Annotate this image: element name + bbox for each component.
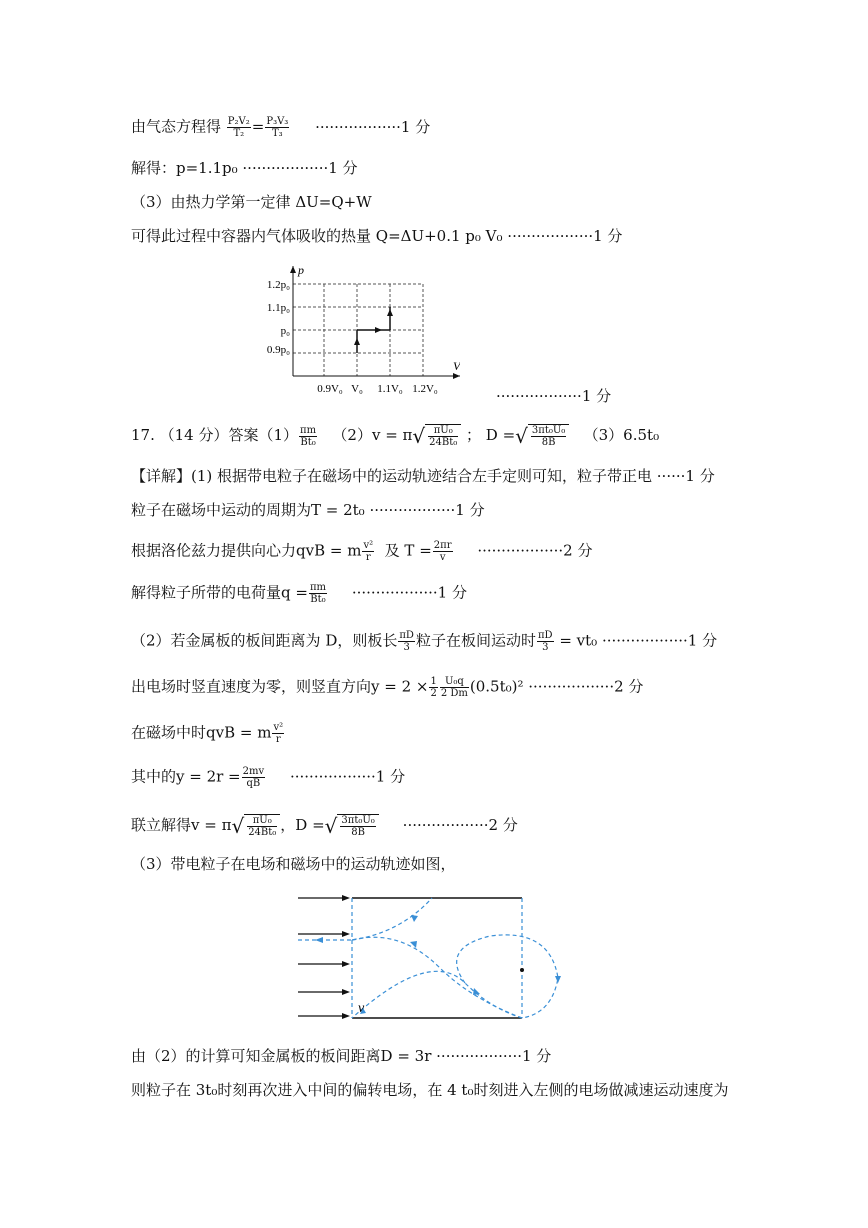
lorentz-line: 根据洛伦兹力提供向心力qvB = m $\frac{\text{v²}}{r}$ 及 T = $\frac{2\pi r}{v}$ ··················2 分 bbox=[131, 540, 593, 563]
text: 解得粒子所带的电荷量q = bbox=[131, 583, 308, 602]
velocity-label: v bbox=[358, 1001, 365, 1016]
x-tick: 1.2V₀ bbox=[412, 383, 438, 395]
text: ，D = bbox=[280, 816, 325, 834]
text: （2）v = π bbox=[332, 426, 413, 444]
text: 出电场时竖直速度为零，则竖直方向y = 2 × bbox=[131, 677, 429, 696]
pv-graph bbox=[260, 262, 460, 402]
score: ··················2 分 bbox=[402, 816, 518, 834]
score: ··················1 分 bbox=[315, 117, 431, 136]
y-tick: p₀ bbox=[280, 325, 290, 337]
x-tick: 0.9V₀ bbox=[317, 383, 343, 395]
text: ； D = bbox=[466, 426, 516, 444]
q17-answer: 17. （14 分）答案（1） $\frac{\pi m}{\text{Bt₀}}$ （2）v = π√ $\frac{\text{πU₀}}{\text{24Bt₀}}$ ； D =√ $\frac{\text{3πt₀U₀}}{8B}$ （3）6.5t₀ bbox=[131, 424, 660, 448]
combined-line: 联立解得v = π√ $\frac{\text{πU₀}}{\text{24Bt₀}}$ ，D =√ $\frac{\text{3πt₀U₀}}{8B}$ ··················2 分 bbox=[131, 814, 518, 838]
heat-line: 可得此过程中容器内气体吸收的热量 Q=ΔU+0.1 p₀ V₀ ··················1 分 bbox=[131, 227, 623, 245]
magnetic-line: 在磁场中时qvB = m $\frac{\text{v²}}{r}$ bbox=[131, 722, 284, 745]
text: 在磁场中时qvB = m bbox=[131, 723, 272, 742]
score: ··················1 分 bbox=[289, 767, 406, 786]
state-equation-line: 由气态方程得 $\frac{\text{P₂V₂}}{\text{T₂}}$ = $\frac{\text{P₃V₃}}{\text{T₃}}$ ··················1 分 bbox=[131, 116, 431, 139]
x-tick: 1.1V₀ bbox=[377, 383, 403, 395]
detail-line: 【详解】(1) 根据带电粒子在磁场中的运动轨迹结合左手定则可知，粒子带正电 ······1 分 bbox=[131, 467, 715, 485]
text: （3）6.5t₀ bbox=[583, 426, 660, 444]
trajectory-intro: （3）带电粒子在电场和磁场中的运动轨迹如图， bbox=[131, 855, 456, 873]
first-law-line: （3）由热力学第一定律 ΔU=Q+W bbox=[131, 193, 372, 211]
y-tick: 1.2p₀ bbox=[266, 279, 290, 291]
distance-line: 由（2）的计算可知金属板的板间距离D = 3r ··················1 分 bbox=[131, 1047, 552, 1065]
plate-line: （2）若金属板的板间距离为 D，则板长 $\frac{\pi D}{3}$ 粒子在板间运动时 $\frac{\pi D}{3}$ = vt₀ ··················1 分 bbox=[131, 630, 718, 653]
y-tick: 0.9p₀ bbox=[266, 344, 290, 356]
score: ··················2 分 bbox=[477, 541, 593, 560]
text: 及 T = bbox=[384, 541, 432, 560]
x-tick: V₀ bbox=[351, 383, 363, 395]
text: 17. （14 分）答案（1） bbox=[131, 426, 299, 444]
y-tick: 1.1p₀ bbox=[266, 302, 290, 314]
graph-score: ··················1 分 bbox=[496, 387, 612, 405]
x-axis-label: V bbox=[453, 359, 460, 373]
text: （2）若金属板的板间距离为 D，则板长 bbox=[131, 631, 398, 650]
fraction: $\frac{\text{P₂V₂}}{\text{T₂}}$ bbox=[227, 116, 250, 139]
score: ··················1 分 bbox=[351, 583, 467, 602]
y-axis-label: p bbox=[298, 263, 304, 277]
text: 由气态方程得 bbox=[131, 117, 222, 136]
fraction: $\frac{\text{P₃V₃}}{\text{T₃}}$ bbox=[266, 116, 289, 139]
solution-line: 解得：p=1.1p₀ ··················1 分 bbox=[131, 159, 358, 177]
text: 粒子在板间运动时 bbox=[415, 631, 536, 650]
text: = vt₀ ··················1 分 bbox=[559, 631, 718, 650]
fraction: $\frac{\pi m}{\text{Bt₀}}$ bbox=[300, 424, 317, 448]
text: 联立解得v = π bbox=[131, 816, 232, 834]
text: 其中的y = 2r = bbox=[131, 767, 241, 786]
radius-line: 其中的y = 2r = $\frac{2mv}{qB}$ ··················1 分 bbox=[131, 766, 406, 789]
charge-line: 解得粒子所带的电荷量q = $\frac{\pi m}{\text{Bt₀}}$ ··················1 分 bbox=[131, 582, 467, 605]
trajectory-figure bbox=[290, 888, 590, 1028]
text: (0.5t₀)² ··················2 分 bbox=[469, 677, 644, 696]
final-line: 则粒子在 3t₀时刻再次进入中间的偏转电场，在 4 t₀时刻进入左侧的电场做减速运动速度为 bbox=[131, 1081, 729, 1099]
period-line: 粒子在磁场中运动的周期为T = 2t₀ ··················1 分 bbox=[131, 501, 485, 519]
vertical-line: 出电场时竖直速度为零，则竖直方向y = 2 × $\frac{1}{2}$ $\frac{\text{U₀q}}{2 Dm}$ (0.5t₀)² ··················2 分 bbox=[131, 676, 644, 699]
text: 根据洛伦兹力提供向心力qvB = m bbox=[131, 541, 362, 560]
